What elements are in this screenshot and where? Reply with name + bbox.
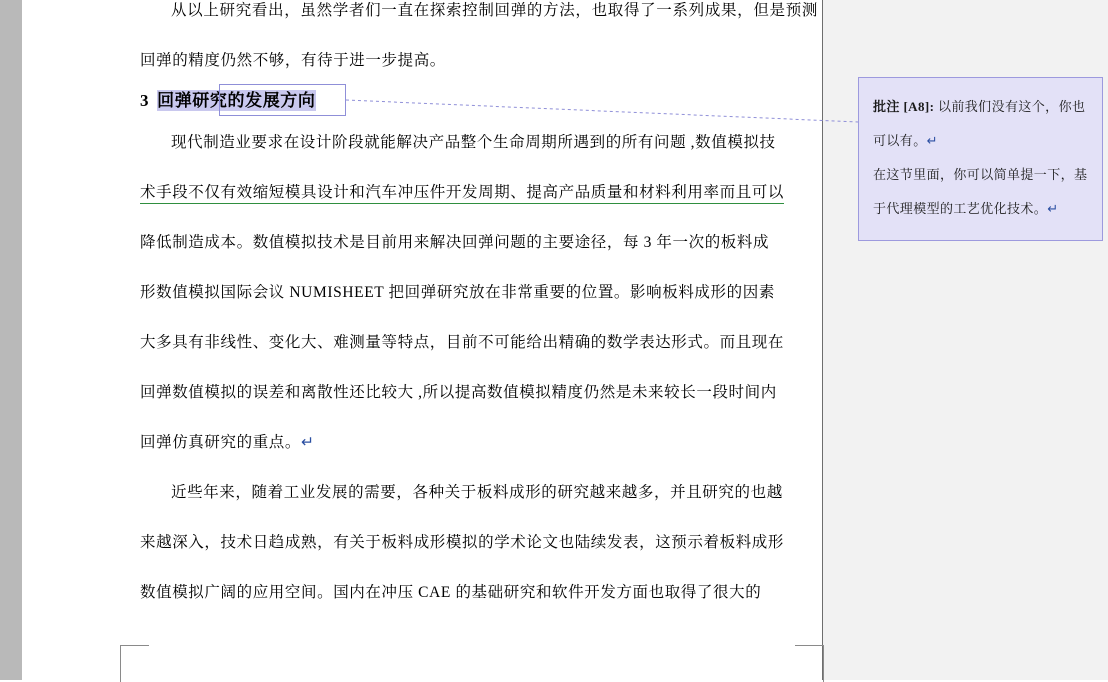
- page-corner-mark-right: [795, 645, 824, 682]
- comment-label: 批注 [A8]:: [873, 99, 935, 114]
- paragraph-2-line-1: 近些年来，随着工业发展的需要，各种关于板料成形的研究越来越多，并且研究的也越: [171, 484, 783, 501]
- comment-line-4: 于代理模型的工艺优化技术。: [873, 201, 1048, 216]
- section-heading-number: 3: [140, 91, 150, 110]
- comment-balloon[interactable]: [858, 77, 1103, 241]
- paragraph-2-line-3: 数值模拟广阔的应用空间。国内在冲压 CAE 的基础研究和软件开发方面也取得了很大的: [140, 584, 762, 601]
- paragraph-1-line-6: 回弹数值模拟的误差和离散性还比较大 ,所以提高数值模拟精度仍然是未来较长一段时间内: [140, 384, 777, 401]
- comment-line-3-row: [873, 158, 1088, 192]
- pilcrow-mark-comment-1: ↵: [926, 133, 938, 148]
- paragraph-1-line-2: [140, 168, 818, 218]
- comment-line-1: 以前我们没有这个，你也: [937, 99, 1086, 114]
- paragraph-1-line-2-text: 术手段不仅有效缩短模具设计和汽车冲压件开发周期、提高产品质量和材料利用率而且可以: [140, 184, 784, 204]
- page-left-margin: [22, 0, 120, 680]
- paragraph-2-line-2: 来越深入，技术日趋成熟，有关于板料成形模拟的学术论文也陆续发表，这预示着板料成形: [140, 534, 785, 551]
- paragraph-1-line-4: 形数值模拟国际会议 NUMISHEET 把回弹研究放在非常重要的位置。影响板料成形的因素: [140, 284, 775, 301]
- comment-line-2: 可以有。: [873, 133, 927, 148]
- paragraph-1-line-5: 大多具有非线性、变化大、难测量等特点，目前不可能给出精确的数学表达形式。而且现在: [140, 334, 785, 351]
- paragraph-1-line-3: 降低制造成本。数值模拟技术是目前用来解决回弹问题的主要途径，每 3 年一次的板料成: [140, 234, 770, 251]
- pilcrow-mark-comment-2: ↵: [1047, 201, 1059, 216]
- comment-line-3: 在这节里面，你可以简单提一下，基: [873, 167, 1088, 182]
- section-heading-text: 回弹研究的发展方向: [157, 91, 316, 110]
- paragraph-1-line-7: [140, 418, 818, 468]
- paragraph-1-line-7-text: 回弹仿真研究的重点。: [140, 434, 302, 451]
- paragraph-1-line-1: 现代制造业要求在设计阶段就能解决产品整个生命周期所遇到的所有问题 ,数值模拟技: [171, 134, 776, 151]
- paragraph-1: [140, 118, 818, 468]
- pilcrow-mark-1: ↵: [301, 434, 315, 451]
- comment-line-4-row: [873, 192, 1088, 226]
- paragraph-top-partial: 从以上研究看出，虽然学者们一直在探索控制回弹的方法，也取得了一系列成果，但是预测回弹的精度仍然不够，有待于进一步提高。: [140, 2, 818, 69]
- paragraph-2: [140, 468, 818, 618]
- comment-first-line: [873, 90, 1088, 124]
- comment-anchor-highlight[interactable]: [219, 84, 346, 116]
- page-left-edge: [0, 0, 22, 680]
- comment-line-2-row: [873, 124, 1088, 158]
- page-corner-mark-left: [120, 645, 149, 682]
